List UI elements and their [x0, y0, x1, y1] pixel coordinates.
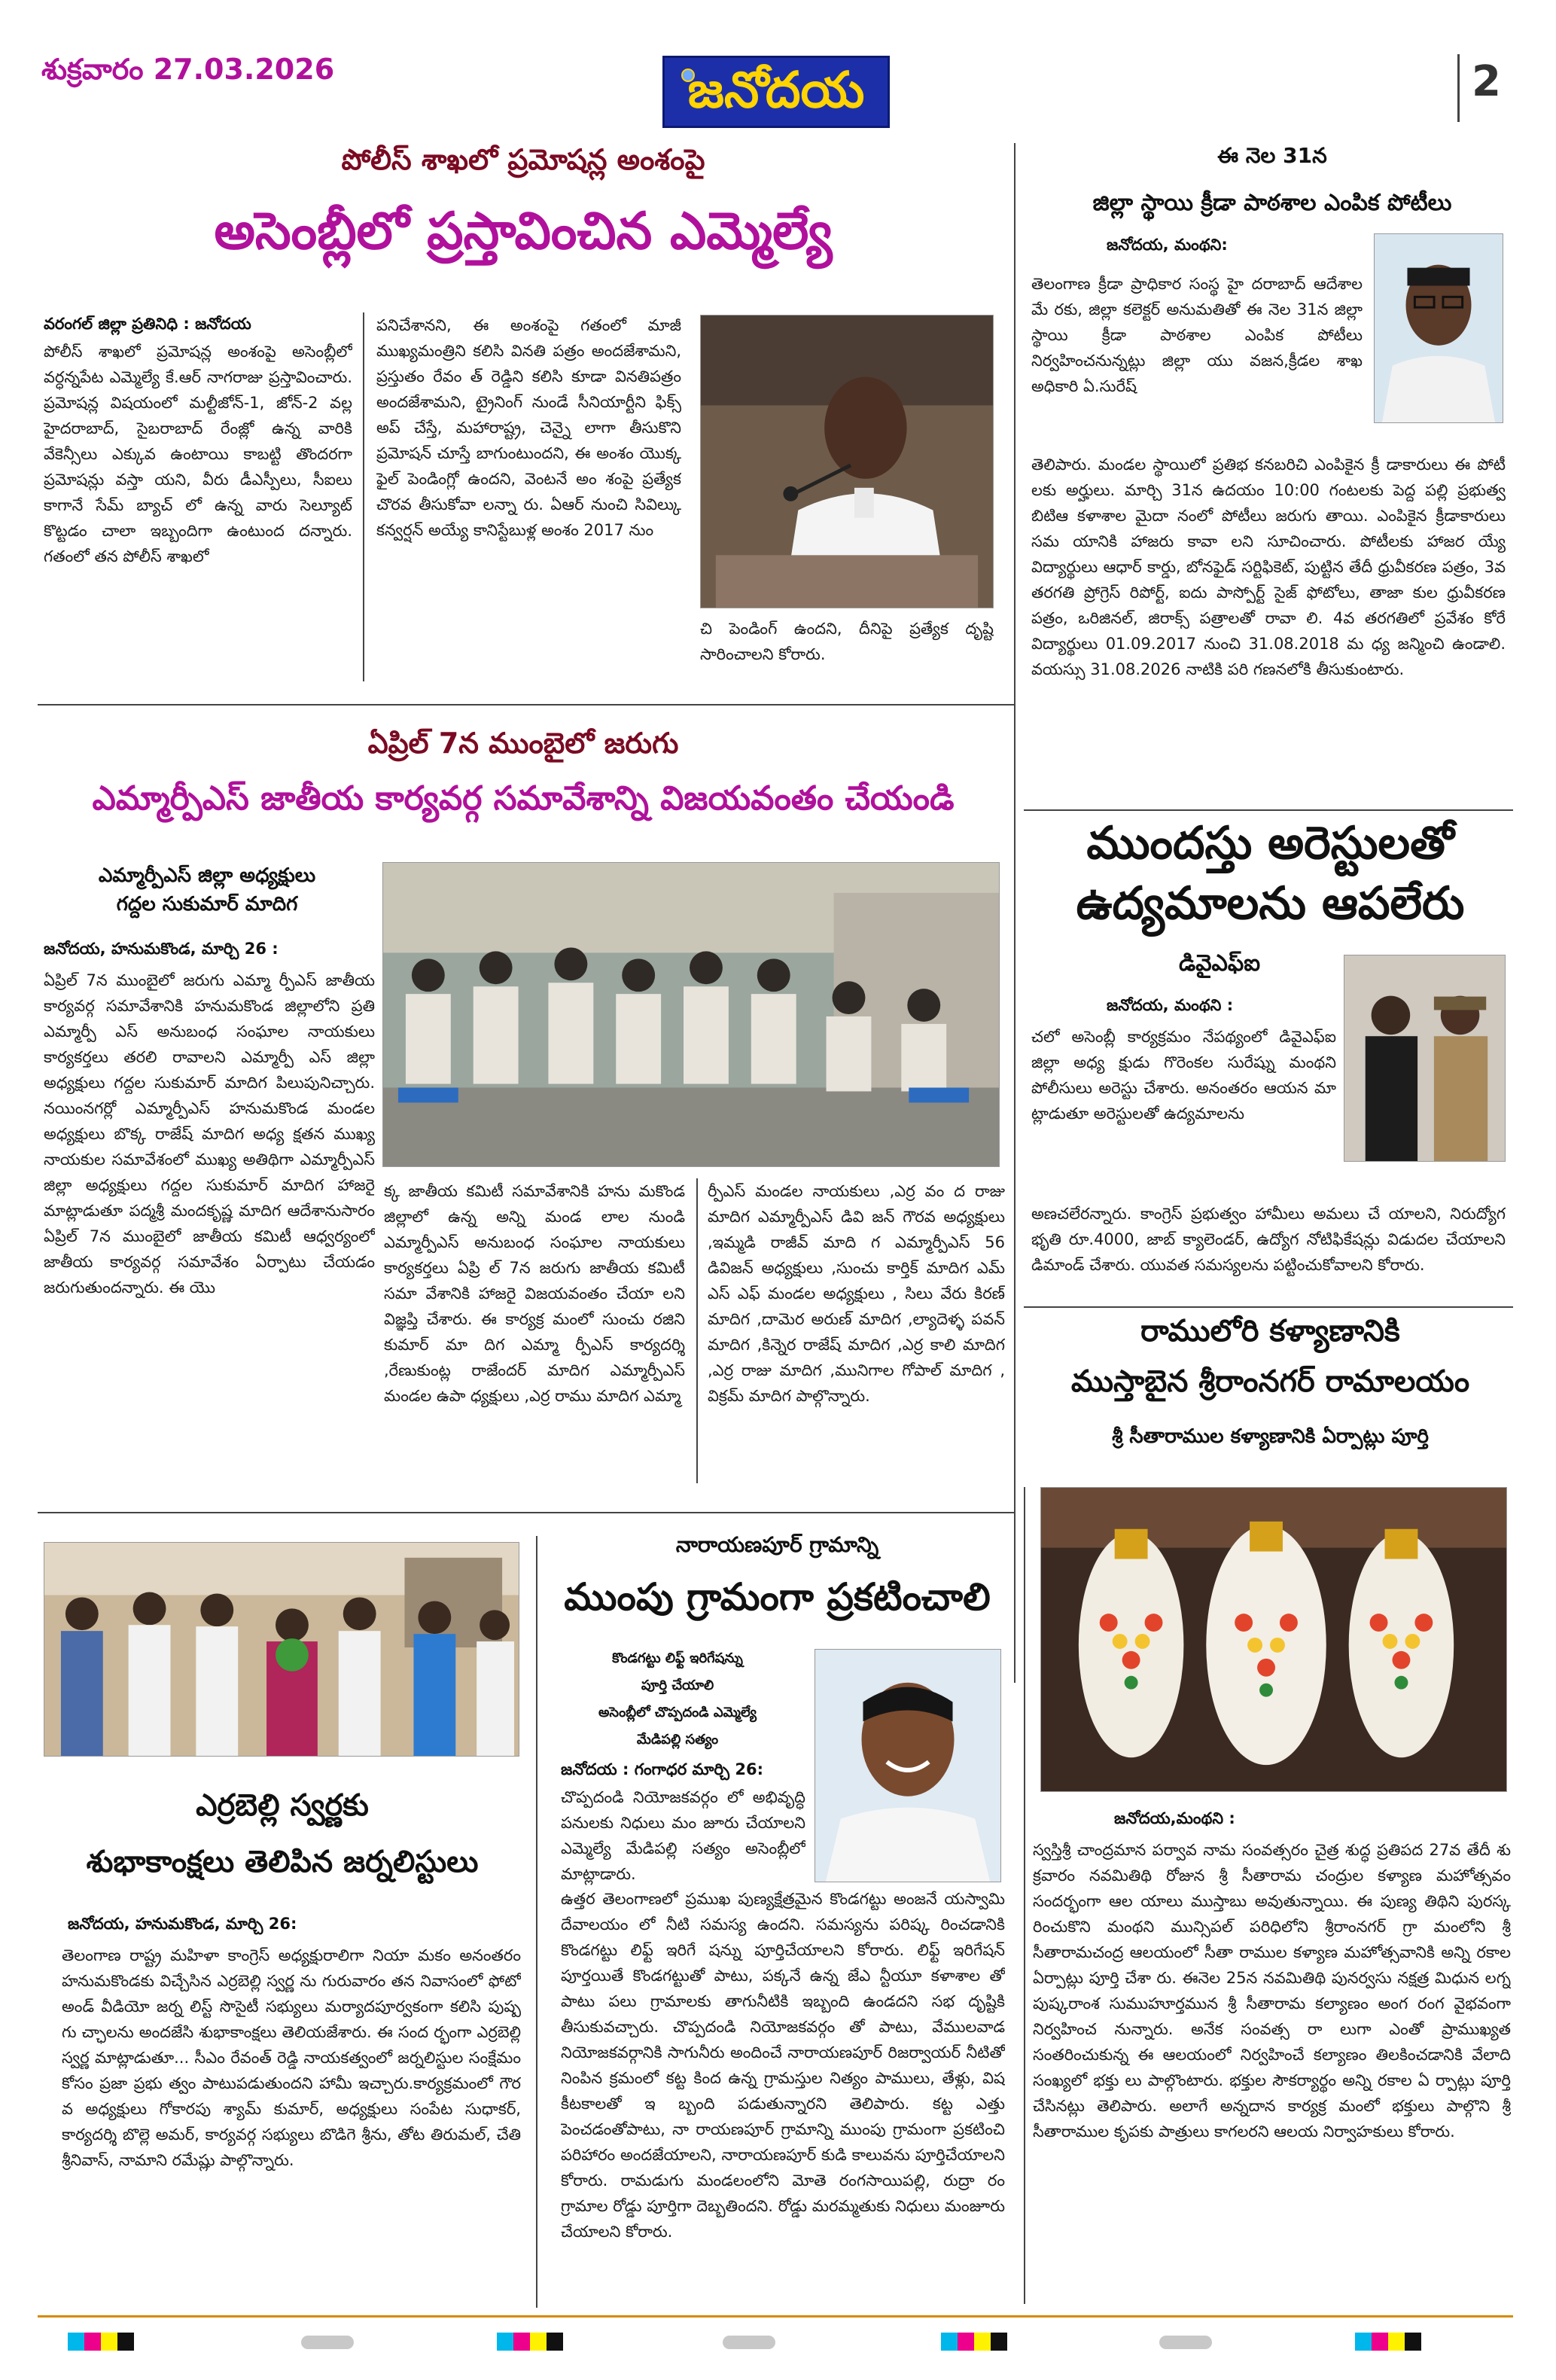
column-divider: [696, 1178, 698, 1483]
story4-text-wide: అణచలేరన్నారు. కాంగ్రెస్ ప్రభుత్వం హామీలు అమలు చే యాలని, నిరుద్యోగ భృతి రూ.4000, జాబ్ క్యాలెండర్, ఉద్యోగ నోటిఫికేషన్లు విడుదల చేయాలని డిమాండ్ చేశారు. యువత సమస్యలను పట్టించుకోవాలని కోరారు.: [1031, 1205, 1506, 1274]
story3-column-1: ఏప్రిల్ 7న ముంబైలో జరుగు ఎమ్మా ర్పీఎస్ జాతీయ కార్యవర్గ సమావేశానికి హనుమకొండ జిల్లాలోని ప్రతి ఎమ్మార్పీ ఎస్ అనుబంధ సంఘాల నాయకులు కార్యకర్తలు తరలి రావాలని ఎమ్మార్పీ ఎస్ జిల్లా అధ్యక్షులు గద్దల సుకుమార్ మాదిగ పిలుపునిచ్చారు. నయింనగర్లో ఎమ్మార్పీఎస్ హనుమకొండ మండల అధ్యక్షులు బొక్క రాజేష్ మాదిగ అధ్య క్షతన ముఖ్య నాయకుల సమావేశంలో ముఖ్య అతిథిగా ఎమ్మార్పీఎస్ జిల్లా అధ్యక్షులు గద్దల సుకుమార్ మాదిగ హాజరై మాట్లాడుతూ పద్మశ్రీ మందకృష్ణ మాదిగ ఆదేశానుసారం ఏప్రిల్ 7న ముంబైలో జాతీయ కమిటీ ఆధ్వర్యంలో జాతీయ కార్యవర్గ సమావేశం ఏర్పాటు చేయడం జరుగుతుందన్నారు. ఈ యొ: [44, 971, 375, 1297]
story7-headline: ముంపు గ్రామంగా ప్రకటించాలి: [564, 1575, 991, 1619]
story1-column-1: [44, 339, 352, 685]
story7-dateline: జనోదయ : గంగాధర మార్చి 26:: [561, 1760, 763, 1778]
masthead: [662, 56, 890, 128]
column-divider: [536, 1536, 537, 2308]
mla-medipalli-image: [815, 1650, 1000, 1882]
mla-medipalli-photo: [815, 1649, 1001, 1882]
story1-col1-text: పోలీస్ శాఖలో ప్రమోషన్ల అంశంపై అసెంబ్లీలో వర్ధన్నపేట ఎమ్మెల్యే కే.ఆర్ నాగరాజు ప్రస్తావించారు. ప్రమోషన్ల విషయంలో మల్టీజోన్-1, జోన్-2 వల్ల హైదరాబాద్, సైబరాబాద్ రేంజ్లో ఉన్న వారికి వేకెన్సీలు ఎక్కువ ఉంటాయి కాబట్టి తొందరగా ప్రమోషన్లు వస్తా యని, వీరు డీఎస్పీలు, సీఐలు కాగానే సేమ్ బ్యాచ్ లో ఉన్న వారు సెల్యూట్ కొట్టడం చాలా ఇబ్బందిగా ఉంటుంద దన్నారు. గతంలో తన పోలీస్ శాఖలో: [44, 343, 352, 565]
header-date: శుక్రవారం 27.03.2026: [41, 53, 335, 86]
story3-subhead-2: గద్దల సుకుమార్ మాదిగ: [116, 893, 298, 916]
story1-column-2: [376, 312, 681, 681]
story7-subhead-1: కొండగట్టు లిఫ్ట్ ఇరిగేషన్ను: [612, 1650, 743, 1666]
masthead-title: జనోదయ: [687, 61, 865, 119]
story1-dateline: వరంగల్ జిల్లా ప్రతినిధి : జనోదయ: [44, 315, 251, 333]
story4-dateline: జనోదయ, మంథని :: [1107, 996, 1234, 1014]
story7-subhead-2: పూర్తి చేయాలి: [641, 1678, 714, 1693]
story1-headline: అసెంబ్లీలో ప్రస్తావించిన ఎమ్మెల్యే: [214, 202, 833, 261]
story7-text-wide: ఉత్తర తెలంగాణలో ప్రముఖ పుణ్యక్షేత్రమైన కొండగట్టు అంజనే యస్వామి దేవాలయం లో నీటి సమస్య ఉందని. సమస్యను పరిష్క రించడానికి కొండగట్టు లిఫ్ట్ ఇరిగే షన్ను పూర్తిచేయాలని కోరారు. లిఫ్ట్ ఇరిగేషన్ పూర్తయితే కొండగట్టుతో పాటు, పక్కనే ఉన్న జేఎ న్టీయూ కళాశాల తో పాటు పలు గ్రామాలకు తాగునీటికి ఇబ్బంది ఉండదని సభ దృష్టికి తీసుకువచ్చారు. చొప్పదండి నియోజకవర్గం తో పాటు, వేములవాడ నియోజకవర్గానికి సాగునీరు అందించే నారాయణపూర్ రిజర్వాయర్ నీటితో నింపిన క్రమంలో కట్ట కింద ఉన్న గ్రామస్తుల నిత్యం పాములు, తేళ్లు, విష కీటకాలతో ఇ బ్బంది పడుతున్నారని తెలిపారు. కట్ట ఎత్తు పెంచడంతోపాటు, నా రాయణపూర్ గ్రామాన్ని ముంపు గ్రామంగా ప్రకటించి పరిహారం అందజేయాలని, నారాయణపూర్ కుడి కాలువను పూర్తిచేయాలని కోరారు. రామడుగు మండలంలోని మోతె రంగసాయిపల్లి, రుద్రా రం గ్రామాల రోడ్డు పూర్తిగా దెబ్బతిందని. రోడ్డు మరమ్మతుకు నిధులు మంజూరు చేయాలని కోరారు.: [561, 1890, 1005, 2241]
story4-kicker: డివైఎఫ్ఐ: [1179, 950, 1260, 977]
mla-speaking-image: [701, 315, 993, 608]
story3-column-3: ర్పీఎస్ మండల నాయకులు ,ఎర్ర వం ద రాజు మాదిగ ఎమ్మార్పీఎస్ డివి జన్ గౌరవ అధ్యక్షులు ,ఇమ్మడి రాజీవ్ మాది గ ఎమ్మార్పీఎస్ 56 డివిజన్ అధ్యక్షులు ,సుంచు కార్తిక్ మాదిగ ఎమ్ ఎస్ ఎఫ్ మండల అధ్యక్షులు , సిలు వేరు కిరణ్ మాదిగ ,దామెర అరుణ్ మాదిగ ,ల్యాదెళ్ళ పవన్ మాదిగ ,కిన్నెర రాజేష్ మాదిగ ,ఎర్ర కాలి మాదిగ ,ఎర్ర రాజు మాదిగ ,మునిగాల గోపాల్ మాదిగ , విక్రమ్ మాదిగ పాల్గొన్నారు.: [708, 1182, 1005, 1405]
footer-rule: [38, 2315, 1513, 2318]
journalists-greeting-photo: [44, 1542, 519, 1757]
page-number: 2: [1472, 57, 1501, 106]
story7-kicker: నారాయణపూర్ గ్రామాన్ని: [675, 1532, 879, 1557]
dyfi-arrest-image: [1344, 955, 1505, 1161]
sports-officer-photo: [1374, 233, 1503, 423]
section-divider: [38, 704, 1014, 705]
story6-text: తెలంగాణ రాష్ట్ర మహిళా కాంగ్రెస్ అధ్యక్షురాలిగా నియా మకం అనంతరం హనుమకొండకు విచ్చేసిన ఎర్రబెల్లి స్వర్ణ ను గురువారం తన నివాసంలో ఫోటో అండ్ వీడియో జర్న లిస్ట్ సొసైటీ సభ్యులు మర్యాదపూర్వకంగా కలిసి పుష్ప గు చ్ఛాలను అందజేసి శుభాకాంక్షలు తెలియజేశారు. ఈ సంద ర్భంగా ఎర్రబెల్లి స్వర్ణ మాట్లాడుతూ... సీఎం రేవంత్ రెడ్డి నాయకత్వంలో జర్నలిస్టుల సంక్షేమం కోసం ప్రజా ప్రభు త్వం పాటుపడుతుందని హామీ ఇచ్చారు.కార్యక్రమంలో గౌర వ అధ్యక్షులు గోకారపు శ్యామ్ కుమార్, అధ్యక్షులు సంపేట సుధాకర్, కార్యదర్శి బొల్లె అమర్, కార్యవర్గ సభ్యులు బొడిగె శ్రీను, తోట తిరుమల్, చేతి శ్రీనివాస్, నామాని రమేష్లు పాల్గొన్నారు.: [62, 1946, 521, 2169]
story6-headline-2: శుభాకాంక్షలు తెలిపిన జర్నలిస్టులు: [86, 1845, 479, 1879]
story5-headline-2: ముస్తాబైన శ్రీరాంనగర్ రామాలయం: [1070, 1364, 1470, 1399]
story7-subhead-3: అసెంబ్లీలో చొప్పదండి ఎమ్మెల్యే: [598, 1705, 757, 1720]
mla-speaking-photo: [700, 315, 994, 608]
registration-marks-1: [68, 2333, 134, 2351]
story7-text-narrow: చొప్పదండి నియోజకవర్గం లో అభివృద్ధి పనులకు నిధులు మం జూరు చేయాలని ఎమ్మెల్యే మేడిపల్లి సత్యం అసెంబ్లీలో మాట్లాడారు.: [561, 1788, 805, 1883]
rama-temple-image: [1041, 1488, 1506, 1791]
mrps-group-photo: [382, 862, 1000, 1167]
story1-photo-caption: చి పెండింగ్ ఉందని, దీనిపై ప్రత్యేక దృష్టి సారించాలని కోరారు.: [700, 620, 994, 663]
story1-kicker: పోలీస్ శాఖలో ప్రమోషన్ల అంశంపై: [341, 143, 705, 176]
story4-headline-1: ముందస్తు అరెస్టులతో: [1086, 817, 1454, 870]
story3-column-2: క్క జాతీయ కమిటీ సమావేశానికి హను మకొండ జిల్లాలో ఉన్న అన్ని మండ లాల నుండి ఎమ్మార్పీఎస్ అనుబంధ సంఘాల నాయకులు కార్యకర్తలు ఏప్రి ల్ 7న జరుగు జాతీయ కమిటీ సమా వేశానికి హాజరై విజయవంతం చేయా లని విజ్ఞప్తి చేశారు. ఈ కార్యక్ర మంలో సుంచు రజిని కుమార్ మా దిగ ఎమ్మా ర్పీఎస్ కార్యదర్శి ,రేణుకుంట్ల రాజేందర్ మాదిగ ఎమ్మార్పీఎస్ మండల ఉపా ధ్యక్షులు ,ఎర్ర రాము మాదిగ ఎమ్మా: [384, 1182, 685, 1405]
story7-subhead-4: మేడిపల్లి సత్యం: [636, 1732, 719, 1748]
column-divider: [1014, 143, 1016, 1683]
story2-dateline: జనోదయ, మంథని:: [1107, 236, 1228, 254]
story6-headline-1: ఎర్రబెల్లి స్వర్ణకు: [196, 1788, 369, 1823]
registration-marks-3: [941, 2333, 1007, 2351]
story4-headline-2: ఉద్యమాలను ఆపలేరు: [1076, 877, 1465, 930]
story5-headline-1: రాములోరి కళ్యాణానికి: [1140, 1314, 1400, 1348]
registration-pill-3: [1159, 2336, 1212, 2349]
story6-dateline: జనోదయ, హనుమకొండ, మార్చి 26:: [68, 1915, 297, 1933]
section-divider: [38, 1512, 1014, 1513]
story5-dateline: జనోదయ,మంథని :: [1114, 1809, 1235, 1827]
story3-subhead-1: ఎమ్మార్పీఎస్ జిల్లా అధ్యక్షులు: [98, 864, 316, 887]
registration-marks-2: [497, 2333, 563, 2351]
story3-dateline: జనోదయ, హనుమకొండ, మార్చి 26 :: [44, 940, 279, 958]
story5-text: స్వస్తిశ్రీ చాంద్రమాన పర్వావ నామ సంవత్సరం చైత్ర శుద్ధ ప్రతిపద 27వ తేదీ శు క్రవారం నవమితిథి రోజున శ్రీ సీతారామ చంద్రుల కళ్యాణ మహోత్సవం సందర్భంగా ఆల యాలు ముస్తాబు అవుతున్నాయి. ఈ పుణ్య తిథిని పురస్క రించుకొని మంథని మున్సిపల్ పరిధిలోని శ్రీరాంనగర్ గ్రా మంలోని శ్రీ సీతారామచంద్ర ఆలయంలో సీతా రాముల కళ్యాణ మహోత్సవానికి అన్ని రకాల ఏర్పాట్లు పూర్తి చేశా రు. ఈనెల 25న నవమితిథి పునర్వసు నక్షత్ర మిధున లగ్న పుష్కరాంశ సుముహూర్తమున శ్రీ సీతారామ కల్యాణం అంగ రంగ వైభవంగా నిర్వహించ నున్నారు. అనేక సంవత్స రా లుగా ఎంతో ప్రాముఖ్యత సంతరించుకున్న ఈ ఆలయంలో నిర్వహించే కల్యాణం తిలకించడానికి వేలాది సంఖ్యలో భక్తు లు పాల్గొంటారు. భక్తుల సౌకర్యార్థం అన్ని రకాల ఏ ర్పాట్లు పూర్తి చేసినట్లు తెలిపారు. అలాగే అన్నదాన కార్యక్ర మంలో భక్తులు పాల్గొని శ్రీ సీతారాముల కృపకు పాత్రులు కాగలరని ఆలయ నిర్వాహకులు కోరారు.: [1033, 1841, 1511, 2141]
story2-text-wide: తెలిపారు. మండల స్థాయిలో ప్రతిభ కనబరిచి ఎంపికైన క్రీ డాకారులు ఈ పోటీ లకు అర్హులు. మార్చి 31న ఉదయం 10:00 గంటలకు పెద్ద పల్లి ప్రభుత్వ బిటిఆ కళాశాల మైదా నంలో పోటీలు జరుగు తాయి. ఎంపికైన క్రీడాకారులు సమ యానికి హాజరు కావా లని సూచించారు. పోటీలకు హాజర య్యే విద్యార్థులు ఆధార్ కార్డు, బోనఫైడ్ సర్టిఫికెట్, పుట్టిన తేదీ ధ్రువీకరణ పత్రం, 3వ తరగతి ప్రోగ్రెస్ రిపోర్ట్, ఐదు పాస్పోర్ట్ సైజ్ ఫోటోలు, తాజా కుల ధ్రువీకరణ పత్రం, ఒరిజినల్, జిరాక్స్ పత్రాలతో రావా లి. 4వ తరగతిలో ప్రవేశం కోరే విద్యార్థులు 01.09.2017 నుంచి 31.08.2018 మ ధ్య జన్మించి ఉండాలి. వయస్సు 31.08.2026 నాటికి పరి గణనలోకి తీసుకుంటారు.: [1031, 456, 1506, 678]
rama-temple-photo: [1040, 1487, 1507, 1792]
column-divider: [363, 312, 364, 681]
story2-text-narrow: తెలంగాణ క్రీడా ప్రాధికార సంస్థ హై దరాబాద్ ఆదేశాల మే రకు, జిల్లా కలెక్టర్ అనుమతితో ఈ నెల 31న జిల్లా స్థాయి క్రీడా పాఠశాల ఎంపిక పోటీలు నిర్వహించనున్నట్లు జిల్లా యు వజన,క్రీడల శాఖ అధికారి ఏ.సురేష్: [1031, 275, 1363, 395]
journalists-greeting-image: [44, 1543, 519, 1756]
section-divider: [1024, 1306, 1513, 1308]
dyfi-arrest-photo: [1344, 955, 1506, 1162]
story5-kicker: శ్రీ సీతారాముల కళ్యాణానికి ఏర్పాట్లు పూర్తి: [1112, 1425, 1429, 1448]
story3-kicker: ఏప్రిల్ 7న ముంబైలో జరుగు: [367, 727, 679, 760]
story2-headline: జిల్లా స్థాయి క్రీడా పాఠశాల ఎంపిక పోటీలు: [1092, 190, 1452, 216]
registration-marks-4: [1355, 2333, 1421, 2351]
mrps-group-image: [383, 863, 999, 1166]
story4-text-narrow: చలో అసెంబ్లీ కార్యక్రమం నేపథ్యంలో డివైఎఫ్ఐ జిల్లా అధ్య క్షుడు గొరెంకల సురేష్ను మంథని పోలీసులు అరెస్టు చేశారు. అనంతరం ఆయన మా ట్లాడుతూ అరెస్టులతో ఉద్యమాలను: [1031, 1028, 1336, 1123]
registration-pill-2: [723, 2336, 775, 2349]
sports-officer-image: [1375, 234, 1503, 422]
page-number-divider: [1457, 54, 1460, 122]
story1-col2-text: పనిచేశానని, ఈ అంశంపై గతంలో మాజీ ముఖ్యమంత్రిని కలిసి వినతి పత్రం అందజేశామని, ప్రస్తుతం రేవం త్ రెడ్డిని కలిసి కూడా వినతిపత్రం అందజేశామని, ట్రైనింగ్ నుండే సీనియార్టీని ఫిక్స్ అప్ చేస్తే, మహారాష్ట్ర, చెన్నై లాగా తీసుకొని ప్రమోషన్ చూస్తే బాగుంటుందని, ఈ అంశం యొక్క ఫైల్ పెండింగ్లో ఉందని, వెంటనే అం శంపై ప్రత్యేక చొరవ తీసుకోవా లన్నా రు. ఏఆర్ నుంచి సివిల్కు కన్వర్షన్ అయ్యే కానిస్టేబుళ్ల అంశం 2017 నుం: [376, 316, 681, 539]
column-divider: [1024, 1487, 1025, 2304]
registration-pill-1: [301, 2336, 354, 2349]
section-divider: [1024, 809, 1513, 811]
story2-kicker: ఈ నెల 31న: [1217, 143, 1327, 168]
story3-headline: ఎమ్మార్పీఎస్ జాతీయ కార్యవర్గ సమావేశాన్ని విజయవంతం చేయండి: [92, 779, 955, 818]
